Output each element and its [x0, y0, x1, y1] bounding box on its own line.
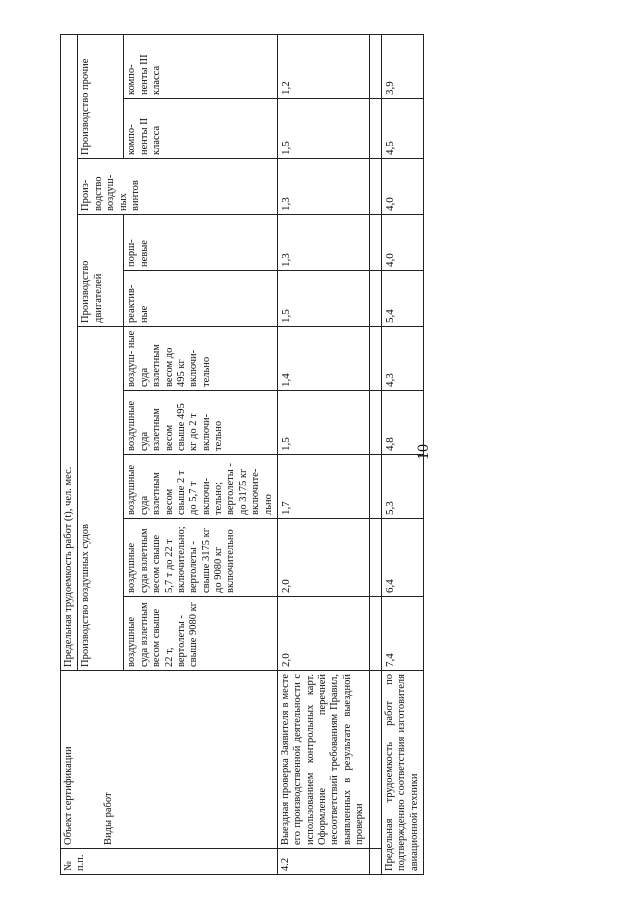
row-value: 1,3 [277, 159, 369, 215]
labor-title: Предельная трудоемкость работ (t), чел. мес. [61, 34, 78, 670]
page-number: 10 [415, 444, 432, 460]
other-production-header: Производство прочие [78, 34, 124, 158]
num-header: № п.п. [61, 849, 278, 875]
subheader-oth2: компо- ненты III класса [124, 34, 278, 98]
total-value: 5,3 [381, 455, 423, 519]
row-num: 4.2 [277, 849, 369, 875]
subheader-eng1: реактив- ные [124, 271, 278, 327]
total-value: 4,3 [381, 327, 423, 391]
row-value: 2,0 [277, 519, 369, 597]
row-text: Выездная проверка Заявителя в месте его производственной деятельности с использованием контрольных карт. Оформление перечней несоответствий требованиям Правил, выявленных в результате выездной проверки [277, 671, 369, 849]
spacer-row [369, 34, 381, 874]
subheader-eng2: порш- невые [124, 215, 278, 271]
row-value: 1,5 [277, 271, 369, 327]
row-value: 1,4 [277, 327, 369, 391]
total-value: 6,4 [381, 519, 423, 597]
total-value: 4,5 [381, 99, 423, 159]
subheader-ac1: воздушные суда взлетным весом свыше 22 т, вертолеты - свыше 9080 кг [124, 597, 278, 671]
total-value: 4,0 [381, 215, 423, 271]
object-header [61, 671, 278, 849]
total-value: 5,4 [381, 271, 423, 327]
total-row [381, 34, 423, 874]
subheader-ac3: воздушные суда взлетным весом свыше 2 т до 5,7 т включи- тельно; вертолеты - до 3175 кг включите- льно [124, 455, 278, 519]
row-value: 2,0 [277, 597, 369, 671]
total-value: 7,4 [381, 597, 423, 671]
row-value: 1,5 [277, 391, 369, 455]
row-value: 1,3 [277, 215, 369, 271]
table-row [277, 34, 369, 874]
object-label: Объект сертификации [63, 746, 74, 845]
total-text: Предельная трудоемкость работ по подтверждению соответствия изготовителя авиационной техники [381, 671, 423, 875]
subheader-oth1: компо- ненты II класса [124, 99, 278, 159]
labor-table [60, 34, 424, 875]
subheader-ac5: воздуш- ные суда взлетным весом до 495 кг включи- тельно [124, 327, 278, 391]
subheader-ac2: воздушные суда взлетным весом свыше 5,7 т до 22 т включительно; вертолеты - свыше 3175 кг до 9080 кг включительно [124, 519, 278, 597]
total-value: 4,0 [381, 159, 423, 215]
total-value: 3,9 [381, 34, 423, 98]
propeller-production-header: Произ- водство воздуш- ных винтов [78, 159, 278, 215]
row-value: 1,5 [277, 99, 369, 159]
row-value: 1,2 [277, 34, 369, 98]
aircraft-production-header: Производство воздушных судов [78, 327, 124, 671]
rotated-table-wrapper [60, 35, 420, 875]
subheader-ac4: воздушные суда взлетным весом свыше 495 кг до 2 т включи- тельно [124, 391, 278, 455]
total-value: 4,8 [381, 391, 423, 455]
row-value: 1,7 [277, 455, 369, 519]
works-label: Виды работ [103, 792, 115, 845]
engine-production-header: Производство двигателей [78, 215, 124, 327]
